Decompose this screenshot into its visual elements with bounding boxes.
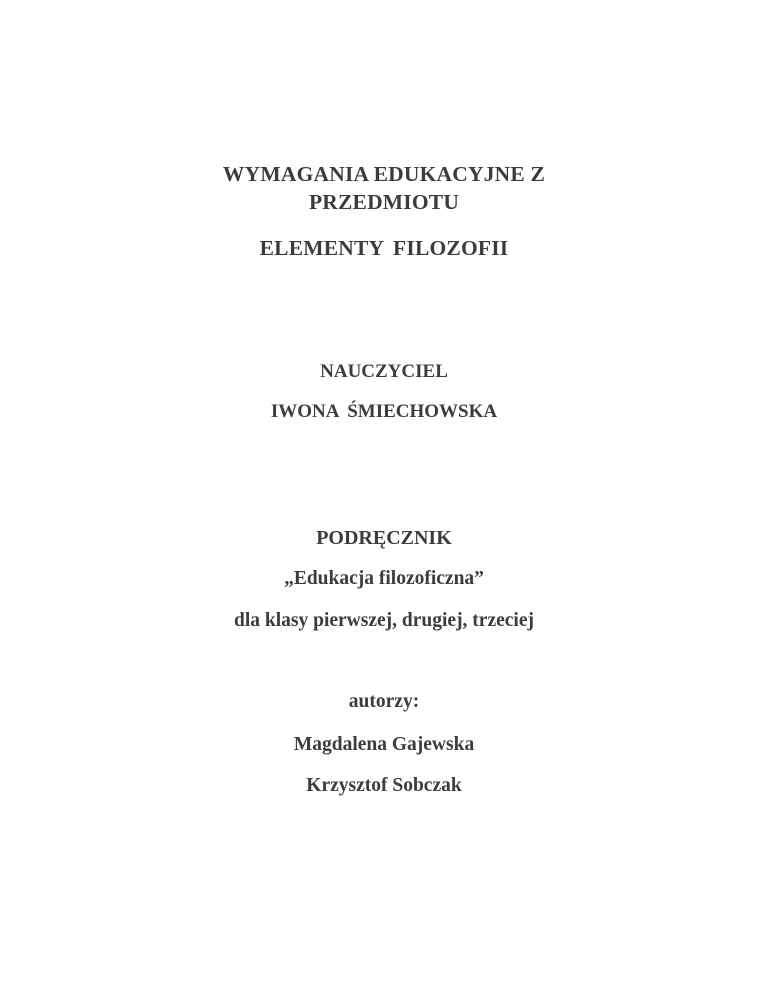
title-line-1: WYMAGANIA EDUKACYJNE Z xyxy=(222,162,546,186)
textbook-title: „Edukacja filozoficzna” xyxy=(284,568,484,589)
textbook-classes: dla klasy pierwszej, drugiej, trzeciej xyxy=(233,610,534,631)
title-line-2: PRZEDMIOTU xyxy=(308,190,460,214)
teacher-name: IWONA ŚMIECHOWSKA xyxy=(270,401,498,422)
subject-title: ELEMENTY FILOZOFII xyxy=(259,236,509,260)
teacher-label: NAUCZYCIEL xyxy=(320,361,448,382)
author-name: Magdalena Gajewska xyxy=(293,734,475,755)
authors-label: autorzy: xyxy=(348,691,420,712)
author-name: Krzysztof Sobczak xyxy=(306,775,462,796)
textbook-label: PODRĘCZNIK xyxy=(316,527,452,549)
